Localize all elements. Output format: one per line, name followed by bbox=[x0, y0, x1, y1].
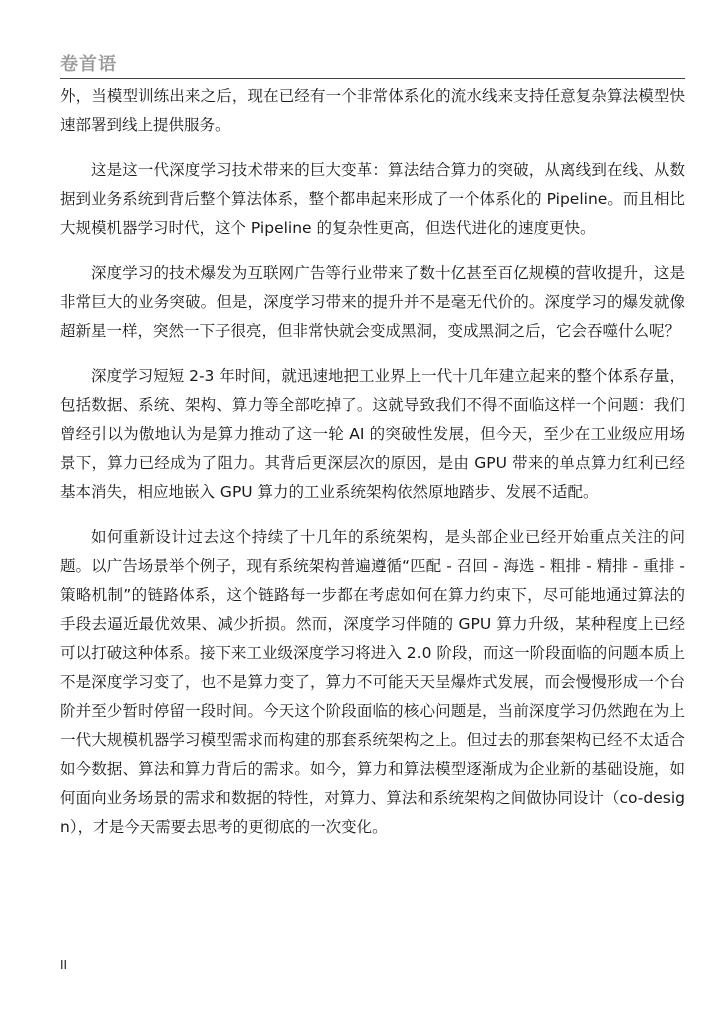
paragraph-5: 如何重新设计过去这个持续了十几年的系统架构，是头部企业已经开始重点关注的问题。以广告场景举个例子，现有系统架构普遍遵循“匹配 - 召回 - 海选 - 粗排 - 精排 - 重排 - 策略机制”的链路体系，这个链路每一步都在考虑如何在算力约束下，尽可能地通过算法的手段去逼近最优效果、减少折损。然而，深度学习伴随的 GPU 算力升级，某种程度上已经可以打破这种体系。接下来工业级深度学习将进入 2.0 阶段，而这一阶段面临的问题本质上不是深度学习变了，也不是算力变了，算力不可能天天呈爆炸式发展，而会慢慢形成一个台阶并至少暂时停留一段时间。今天这个阶段面临的核心问题是，当前深度学习仍然跑在为上一代大规模机器学习模型需求而构建的那套系统架构之上。但过去的那套架构已经不太适合如今数据、算法和算力背后的需求。如今，算力和算法模型逐渐成为企业新的基础设施，如何面向业务场景的需求和数据的特性，对算力、算法和系统架构之间做协同设计（co-design），才是今天需要去思考的更彻底的一次变化。 bbox=[60, 528, 685, 836]
paragraph-1: 外，当模型训练出来之后，现在已经有一个非常体系化的流水线来支持任意复杂算法模型快速部署到线上提供服务。 bbox=[60, 87, 685, 134]
header-divider bbox=[60, 78, 685, 79]
paragraph-3: 深度学习的技术爆发为互联网广告等行业带来了数十亿甚至百亿规模的营收提升，这是非常巨大的业务突破。但是，深度学习带来的提升并不是毫无代价的。深度学习的爆发就像超新星一样，突然一下子很亮，但非常快就会变成黑洞，变成黑洞之后，它会吞噬什么呢？ bbox=[60, 264, 685, 340]
body-text bbox=[60, 82, 685, 858]
paragraph-2: 这是这一代深度学习技术带来的巨大变革：算法结合算力的突破，从离线到在线、从数据到业务系统到背后整个算法体系，整个都串起来形成了一个体系化的 Pipeline。而且相比大规模机器学习时代，这个 Pipeline 的复杂性更高，但迭代进化的速度更快。 bbox=[60, 161, 685, 237]
page-number: II bbox=[60, 958, 68, 972]
section-header-title: 卷首语 bbox=[60, 54, 117, 75]
paragraph-4: 深度学习短短 2-3 年时间，就迅速地把工业界上一代十几年建立起来的整个体系存量，包括数据、系统、架构、算力等全部吃掉了。这就导致我们不得不面临这样一个问题：我们曾经引以为傲地认为是算力推动了这一轮 AI 的突破性发展，但今天，至少在工业级应用场景下，算力已经成为了阻力。其背后更深层次的原因，是由 GPU 带来的单点算力红利已经基本消失，相应地嵌入 GPU 算力的工业系统架构依然原地踏步、发展不适配。 bbox=[60, 367, 685, 501]
